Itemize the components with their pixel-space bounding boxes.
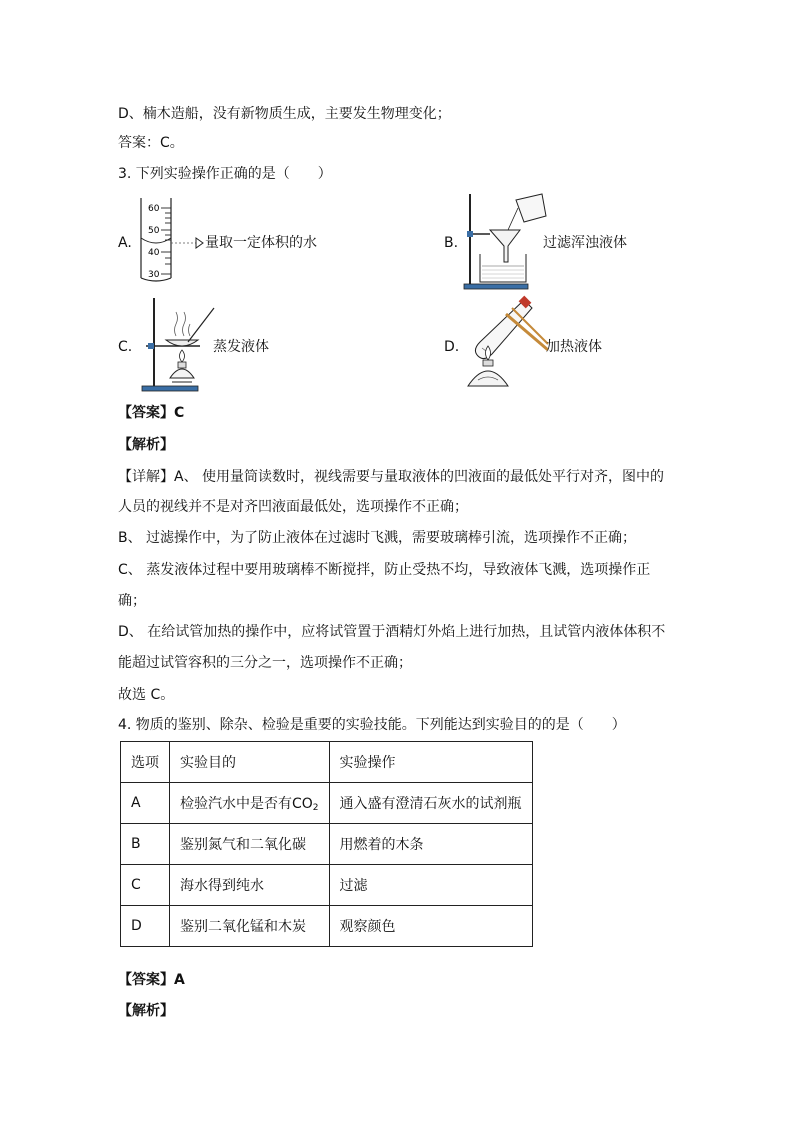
option-a-letter: A. bbox=[118, 235, 132, 251]
question-4-answer: 【答案】A bbox=[118, 972, 185, 988]
explanation-line: 【详解】A、 使用量筒读数时，视线需要与量取液体的凹液面的最低处平行对齐，图中的 bbox=[118, 469, 665, 485]
question-4-analysis-heading: 【解析】 bbox=[118, 1003, 174, 1019]
explanation-line: 人员的视线并不是对齐凹液面最低处，选项操作不正确； bbox=[118, 499, 468, 515]
option-d-letter: D. bbox=[444, 339, 460, 355]
evaporation-diagram bbox=[140, 296, 220, 394]
explanation-line: 确； bbox=[118, 593, 146, 609]
table-cell-goal: 鉴别氮气和二氧化碳 bbox=[170, 824, 330, 865]
table-cell-option: C bbox=[121, 865, 170, 906]
cylinder-tick-50: 50 bbox=[148, 226, 160, 236]
cylinder-tick-30: 30 bbox=[148, 270, 160, 280]
option-d-text: 加热液体 bbox=[546, 339, 602, 355]
table-cell-operation: 用燃着的木条 bbox=[329, 824, 532, 865]
question-4-stem: 4. 物质的鉴别、除杂、检验是重要的实验技能。下列能达到实验目的的是（ ） bbox=[118, 717, 626, 733]
option-b-letter: B. bbox=[444, 235, 459, 251]
text-line: 答案：C。 bbox=[118, 135, 184, 151]
table-header-cell: 实验操作 bbox=[329, 742, 532, 783]
option-c-letter: C. bbox=[118, 339, 133, 355]
table-row bbox=[121, 906, 533, 947]
table-cell-operation: 通入盛有澄清石灰水的试剂瓶 bbox=[329, 783, 532, 824]
table-header-cell: 实验目的 bbox=[170, 742, 330, 783]
explanation-line: 能超过试管容积的三分之一，选项操作不正确； bbox=[118, 655, 412, 671]
explanation-line: D、 在给试管加热的操作中，应将试管置于酒精灯外焰上进行加热，且试管内液体体积不 bbox=[118, 624, 666, 640]
table-cell-operation: 观察颜色 bbox=[329, 906, 532, 947]
question-3-answer: 【答案】C bbox=[118, 405, 185, 421]
table-cell-option: B bbox=[121, 824, 170, 865]
cylinder-tick-40: 40 bbox=[148, 248, 160, 258]
question-4-table bbox=[120, 741, 533, 947]
question-3-analysis-heading: 【解析】 bbox=[118, 437, 174, 453]
table-cell-goal: 鉴别二氧化锰和木炭 bbox=[170, 906, 330, 947]
table-cell-goal: 海水得到纯水 bbox=[170, 865, 330, 906]
chemical-formula: CO bbox=[292, 796, 313, 812]
measuring-cylinder-diagram bbox=[136, 198, 206, 284]
formula-subscript: 2 bbox=[312, 803, 319, 813]
heating-test-tube-diagram bbox=[462, 292, 552, 396]
option-b-text: 过滤浑浊液体 bbox=[543, 235, 627, 251]
table-cell-operation: 过滤 bbox=[329, 865, 532, 906]
table-cell-option: D bbox=[121, 906, 170, 947]
cylinder-tick-60: 60 bbox=[148, 204, 160, 214]
filtration-diagram bbox=[460, 190, 550, 292]
question-3-stem: 3. 下列实验操作正确的是（ ） bbox=[118, 166, 332, 182]
table-header-row bbox=[121, 742, 533, 783]
option-a-text: 量取一定体积的水 bbox=[205, 235, 317, 251]
table-row bbox=[121, 865, 533, 906]
explanation-line: 故选 C。 bbox=[118, 687, 175, 703]
explanation-line: B、 过滤操作中，为了防止液体在过滤时飞溅，需要玻璃棒引流，选项操作不正确； bbox=[118, 530, 637, 546]
table-row bbox=[121, 824, 533, 865]
explanation-line: C、 蒸发液体过程中要用玻璃棒不断搅拌，防止受热不均，导致液体飞溅，选项操作正 bbox=[118, 562, 651, 578]
table-row bbox=[121, 783, 533, 824]
option-c-text: 蒸发液体 bbox=[213, 339, 269, 355]
table-cell-goal bbox=[170, 783, 330, 824]
goal-text: 检验汽水中是否有 bbox=[180, 796, 292, 812]
table-cell-option: A bbox=[121, 783, 170, 824]
text-line: D、楠木造船，没有新物质生成，主要发生物理变化； bbox=[118, 106, 451, 122]
table-header-cell: 选项 bbox=[121, 742, 170, 783]
